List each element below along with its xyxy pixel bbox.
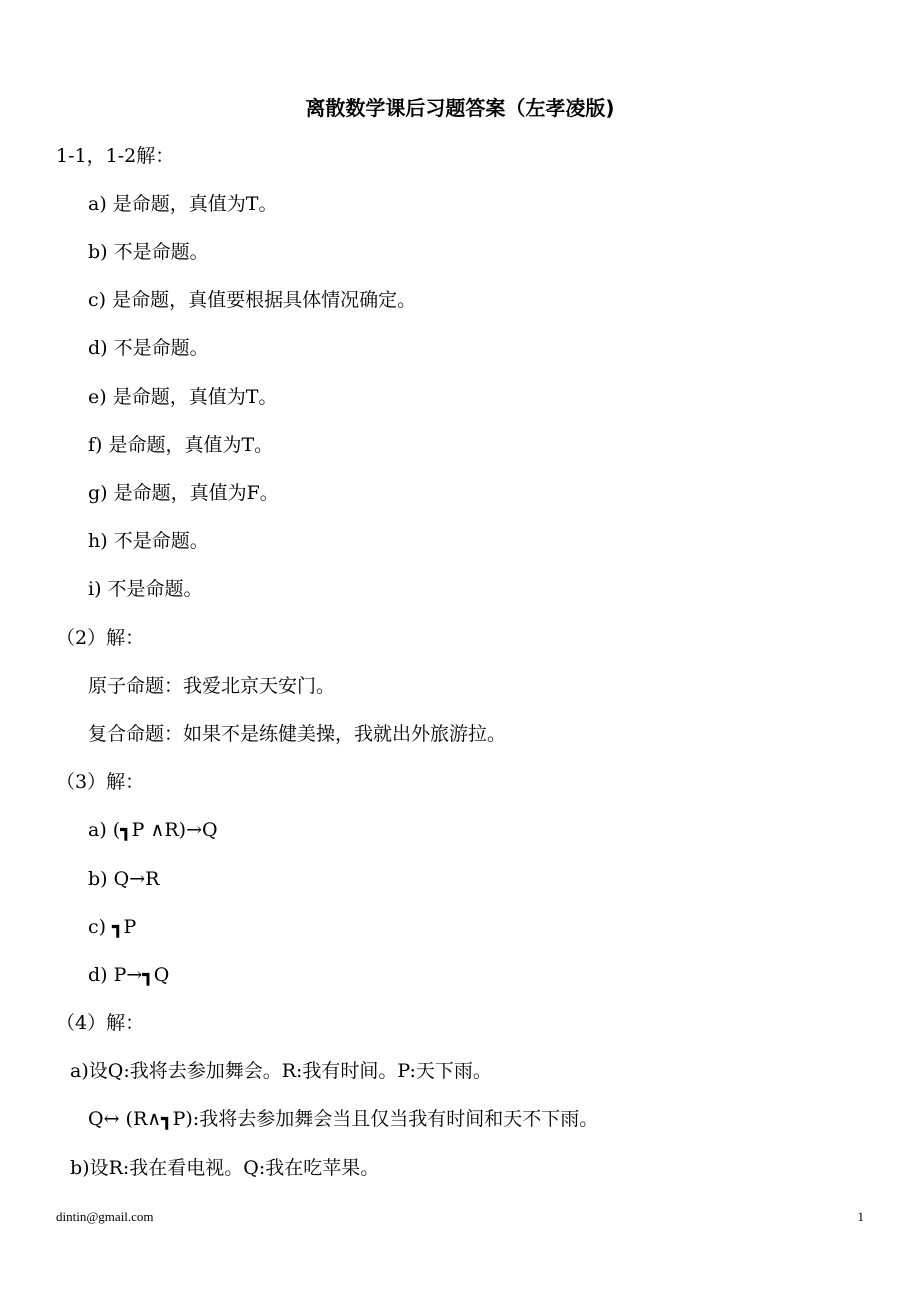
formula-item: b) Q→R — [88, 868, 160, 890]
list-item: d) 不是命题。 — [88, 337, 209, 359]
list-item: e) 是命题，真值为T。 — [88, 386, 278, 408]
formula-item: a) (┓P ∧R)→Q — [88, 819, 218, 841]
section-4-line: b)设R:我在看电视。Q:我在吃苹果。 — [70, 1157, 380, 1179]
list-item: c) 是命题，真值要根据具体情况确定。 — [88, 289, 417, 311]
list-item: g) 是命题，真值为F。 — [88, 482, 279, 504]
footer-email: dintin@gmail.com — [56, 1209, 154, 1224]
list-item: a) 是命题，真值为T。 — [88, 193, 278, 215]
list-item: i) 不是命题。 — [88, 578, 203, 600]
compound-proposition-line: 复合命题：如果不是练健美操，我就出外旅游拉。 — [88, 723, 507, 745]
section-1-heading: 1-1，1-2解： — [56, 145, 175, 167]
section-4-line: a)设Q:我将去参加舞会。R:我有时间。P:天下雨。 — [70, 1060, 492, 1082]
section-4-heading: （4）解： — [56, 1012, 145, 1034]
section-3-heading: （3）解： — [56, 771, 145, 793]
page-number: 1 — [857, 1209, 864, 1224]
list-item: h) 不是命题。 — [88, 530, 209, 552]
atomic-proposition-line: 原子命题：我爱北京天安门。 — [88, 675, 336, 697]
document-title: 离散数学课后习题答案（左孝凌版) — [305, 96, 615, 120]
formula-item: d) P→┓Q — [88, 964, 170, 986]
section-4-line: Q↔ (R∧┓P):我将去参加舞会当且仅当我有时间和天不下雨。 — [88, 1108, 599, 1130]
list-item: f) 是命题，真值为T。 — [88, 434, 274, 456]
section-2-heading: （2）解： — [56, 627, 145, 649]
list-item: b) 不是命题。 — [88, 241, 209, 263]
formula-item: c) ┓P — [88, 916, 137, 938]
